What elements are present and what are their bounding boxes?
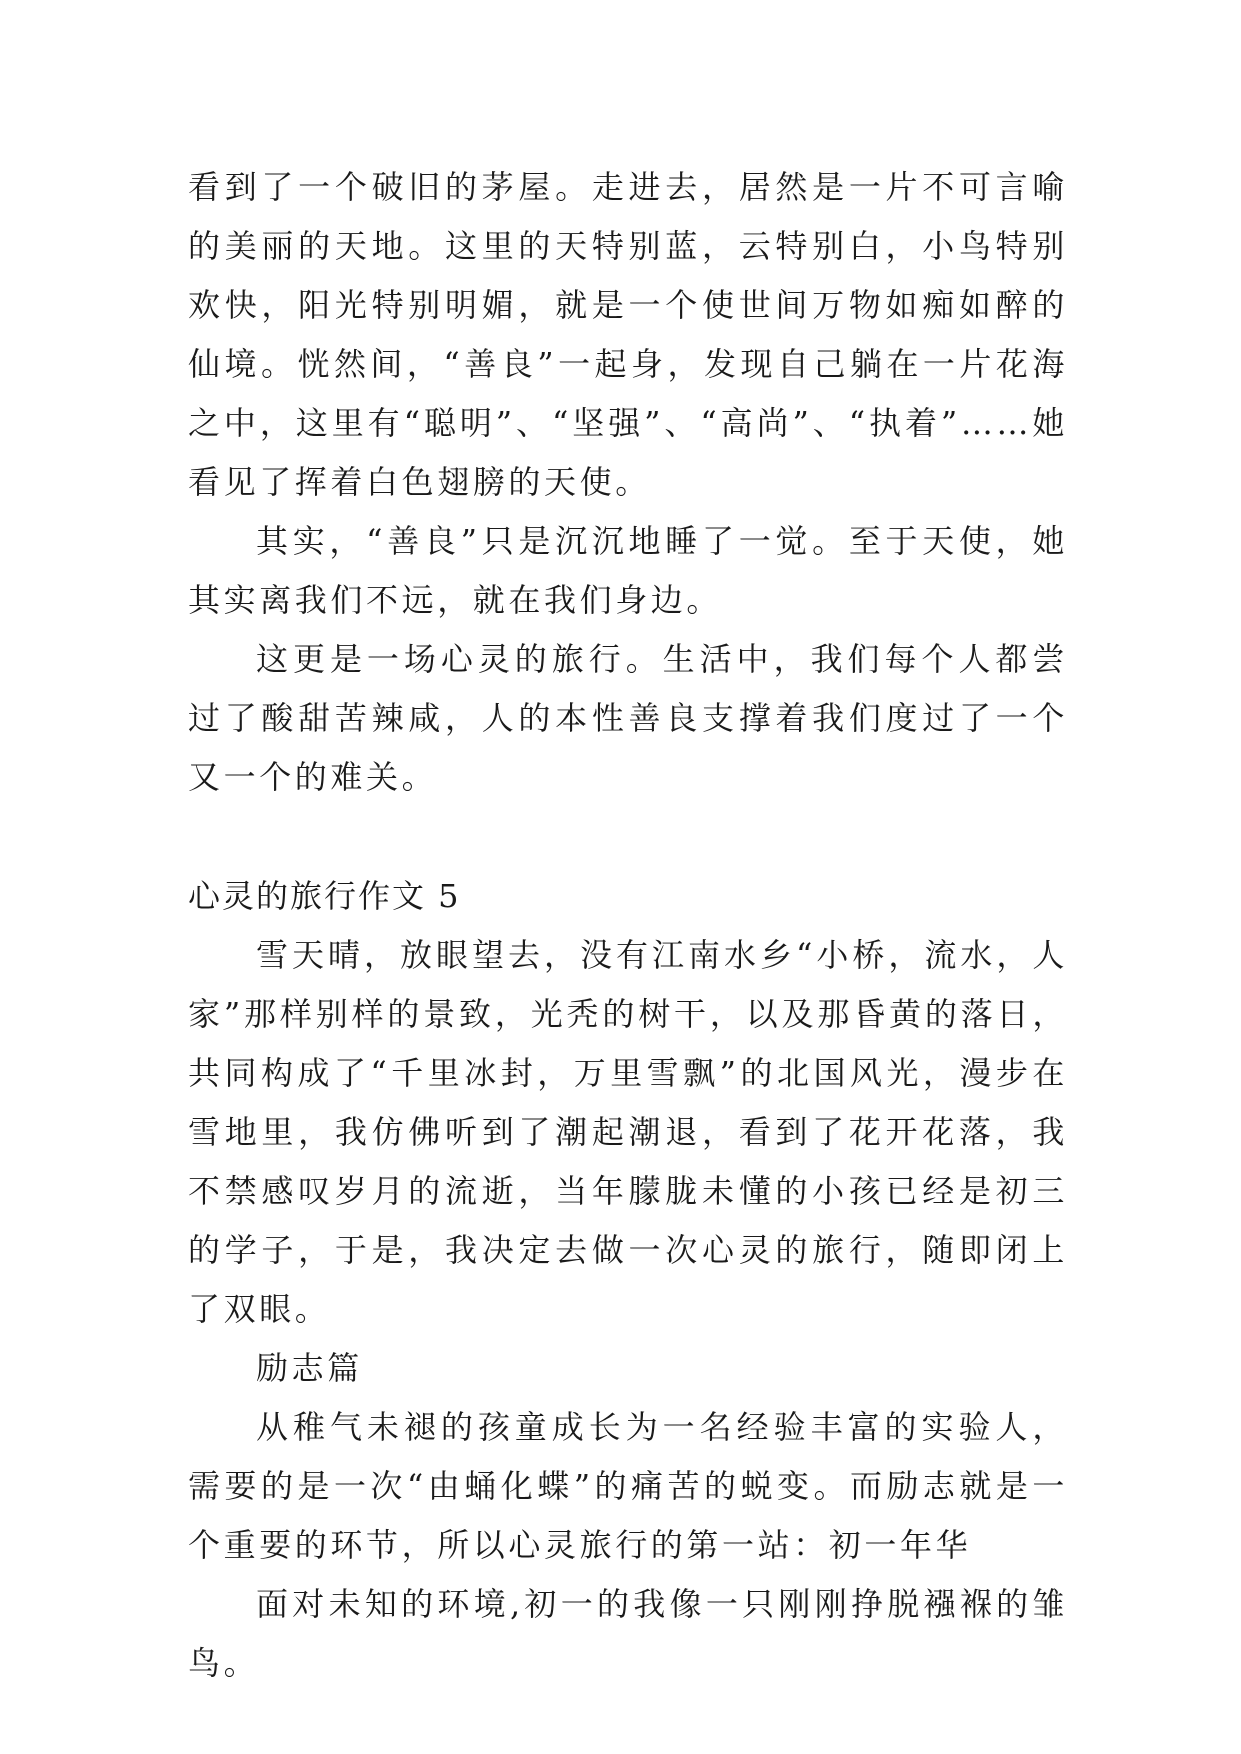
- paragraph-continued: 看到了一个破旧的茅屋。走进去，居然是一片不可言喻的美丽的天地。这里的天特别蓝，云特别白，小鸟特别欢快，阳光特别明媚，就是一个使世间万物如痴如醉的仙境。恍然间，“善良”一起身，发现自己躺在一片花海之中，这里有“聪明”、“坚强”、“高尚”、“执着”……她看见了挥着白色翅膀的天使。: [188, 168, 1068, 501]
- paragraph-journey-of-soul: 这更是一场心灵的旅行。生活中，我们每个人都尝过了酸甜苦辣咸，人的本性善良支撑着我们度过了一个又一个的难关。: [188, 640, 1068, 796]
- paragraph-kindness: 其实，“善良”只是沉沉地睡了一觉。至于天使，她其实离我们不远，就在我们身边。: [188, 522, 1068, 619]
- paragraph-growth: 从稚气未褪的孩童成长为一名经验丰富的实验人，需要的是一次“由蛹化蝶”的痛苦的蜕变。而励志就是一个重要的环节，所以心灵旅行的第一站：初一年华: [188, 1408, 1068, 1564]
- paragraph-subheading-inspiration: 励志篇: [256, 1349, 363, 1387]
- section-title: 心灵的旅行作文 5: [188, 877, 461, 915]
- document-body: [188, 158, 1068, 1693]
- paragraph-first-year: 面对未知的环境,初一的我像一只刚刚挣脱襁褓的雏鸟。: [188, 1585, 1068, 1682]
- paragraph-snow-day: 雪天晴，放眼望去，没有江南水乡“小桥，流水，人家”那样别样的景致，光秃的树干，以及那昏黄的落日，共同构成了“千里冰封，万里雪飘”的北国风光，漫步在雪地里，我仿佛听到了潮起潮退，看到了花开花落，我不禁感叹岁月的流逝，当年朦胧未懂的小孩已经是初三的学子，于是，我决定去做一次心灵的旅行，随即闭上了双眼。: [188, 936, 1068, 1328]
